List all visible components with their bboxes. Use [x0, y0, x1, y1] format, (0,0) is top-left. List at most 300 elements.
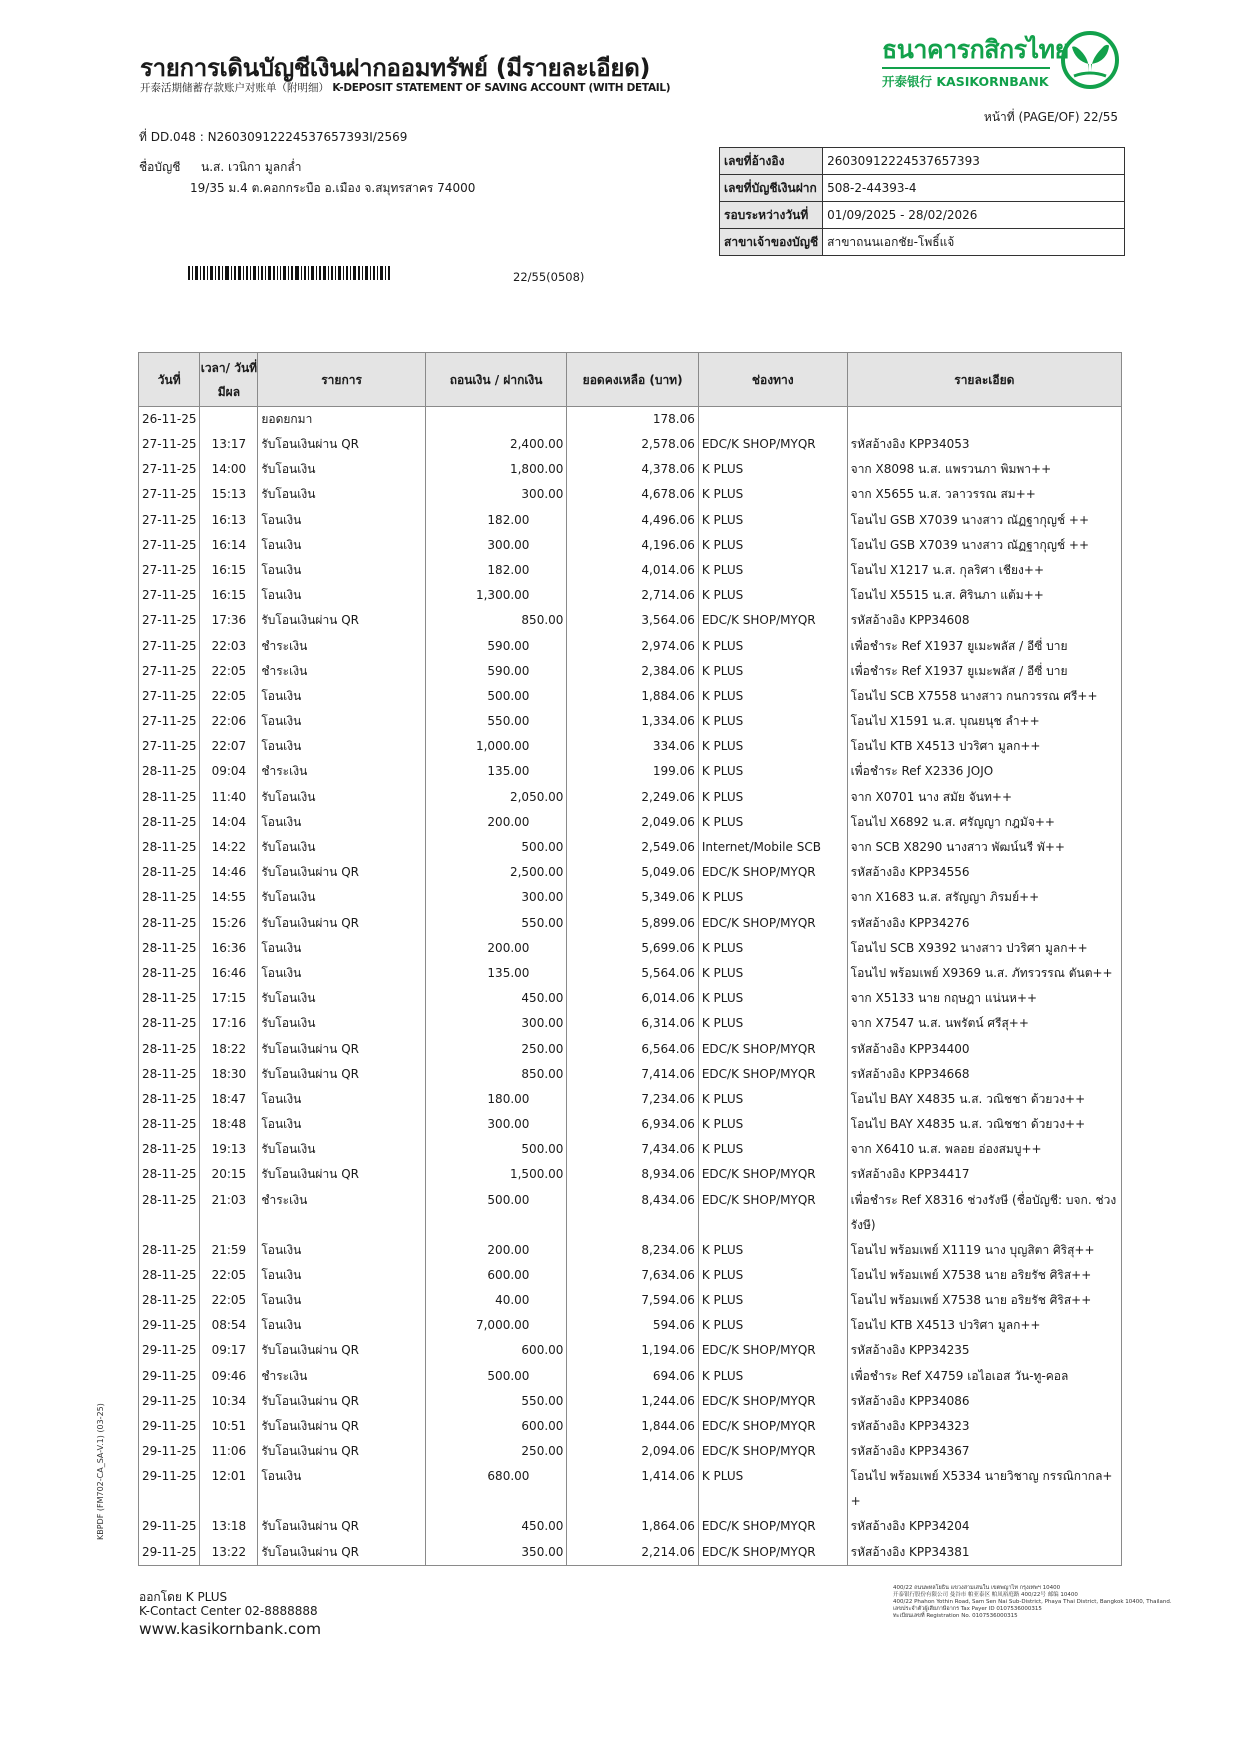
- deposit-amount: 2,500.00: [509, 865, 564, 880]
- cell-balance: 594.06: [567, 1313, 698, 1338]
- cell-channel: K PLUS: [698, 1313, 847, 1338]
- kasikornbank-logo: [882, 30, 1122, 100]
- table-row: [139, 1137, 1122, 1162]
- cell-channel: K PLUS: [698, 1087, 847, 1112]
- cell-date: 29-11-25: [139, 1414, 200, 1439]
- info-value: สาขาถนนเอกชัย-โพธิ์แจ้: [823, 229, 1125, 256]
- deposit-amount: 2,050.00: [509, 789, 564, 804]
- cell-balance: 5,349.06: [567, 885, 698, 910]
- cell-description: โอนเงิน: [258, 583, 425, 608]
- header-date: วันที่: [139, 353, 200, 407]
- cell-balance: 2,214.06: [567, 1540, 698, 1566]
- cell-time: 13:18: [200, 1514, 258, 1539]
- cell-balance: 4,196.06: [567, 533, 698, 558]
- cell-amount: [425, 608, 567, 633]
- cell-time: 22:05: [200, 659, 258, 684]
- deposit-amount: 1,500.00: [509, 1167, 564, 1182]
- cell-time: 17:15: [200, 986, 258, 1011]
- cell-description: โอนเงิน: [258, 961, 425, 986]
- table-row: [139, 1162, 1122, 1187]
- cell-channel: K PLUS: [698, 533, 847, 558]
- cell-amount: [425, 558, 567, 583]
- cell-balance: 2,549.06: [567, 835, 698, 860]
- cell-channel: K PLUS: [698, 1364, 847, 1389]
- cell-balance: 3,564.06: [567, 608, 698, 633]
- cell-time: 16:13: [200, 508, 258, 533]
- cell-amount: [425, 1364, 567, 1389]
- cell-amount: [425, 1439, 567, 1464]
- cell-channel: EDC/K SHOP/MYQR: [698, 1188, 847, 1238]
- cell-balance: 7,434.06: [567, 1137, 698, 1162]
- cell-channel: K PLUS: [698, 785, 847, 810]
- cell-date: 29-11-25: [139, 1313, 200, 1338]
- cell-time: 18:48: [200, 1112, 258, 1137]
- cell-time: 08:54: [200, 1313, 258, 1338]
- cell-detail: จาก X5133 นาย กฤษฎา แน่นห++: [847, 986, 1121, 1011]
- table-row: [139, 1364, 1122, 1389]
- cell-balance: 4,678.06: [567, 482, 698, 507]
- cell-channel: EDC/K SHOP/MYQR: [698, 1338, 847, 1363]
- cell-date: 28-11-25: [139, 1011, 200, 1036]
- cell-balance: 1,414.06: [567, 1464, 698, 1514]
- cell-balance: 1,334.06: [567, 709, 698, 734]
- cell-detail: โอนไป X6892 น.ส. ศรัญญา กฎมัจ++: [847, 810, 1121, 835]
- deposit-amount: 300.00: [521, 890, 564, 905]
- subtitle-english: K-DEPOSIT STATEMENT OF SAVING ACCOUNT (WITH DETAIL): [332, 82, 671, 94]
- page-number: หน้าที่ (PAGE/OF) 22/55: [983, 110, 1118, 124]
- table-row: [139, 1439, 1122, 1464]
- cell-channel: EDC/K SHOP/MYQR: [698, 911, 847, 936]
- cell-time: 17:16: [200, 1011, 258, 1036]
- cell-detail: รหัสอ้างอิง KPP34323: [847, 1414, 1121, 1439]
- cell-channel: K PLUS: [698, 482, 847, 507]
- cell-detail: โอนไป KTB X4513 ปวริศา มูลก++: [847, 734, 1121, 759]
- cell-amount: [425, 961, 567, 986]
- cell-balance: 8,934.06: [567, 1162, 698, 1187]
- cell-time: 21:59: [200, 1238, 258, 1263]
- info-value: 01/09/2025 - 28/02/2026: [823, 202, 1125, 229]
- cell-balance: 5,564.06: [567, 961, 698, 986]
- table-row: [139, 1389, 1122, 1414]
- table-row: [139, 1288, 1122, 1313]
- cell-balance: 4,378.06: [567, 457, 698, 482]
- cell-time: 22:07: [200, 734, 258, 759]
- statement-subtitle: [140, 80, 670, 95]
- cell-description: ชำระเงิน: [258, 1188, 425, 1238]
- info-value: 508-2-44393-4: [823, 175, 1125, 202]
- cell-balance: 1,844.06: [567, 1414, 698, 1439]
- cell-description: รับโอนเงิน: [258, 457, 425, 482]
- cell-channel: K PLUS: [698, 709, 847, 734]
- withdrawal-amount: 500.00: [487, 1368, 530, 1383]
- table-row: [139, 1414, 1122, 1439]
- cell-time: 22:05: [200, 1288, 258, 1313]
- account-name-line: [139, 158, 301, 177]
- table-row: [139, 1087, 1122, 1112]
- cell-balance: 2,384.06: [567, 659, 698, 684]
- cell-time: 22:05: [200, 684, 258, 709]
- cell-channel: EDC/K SHOP/MYQR: [698, 1540, 847, 1566]
- table-row: [139, 885, 1122, 910]
- cell-date: 27-11-25: [139, 482, 200, 507]
- cell-detail: จาก X0701 นาง สมัย จันท++: [847, 785, 1121, 810]
- cell-time: 15:13: [200, 482, 258, 507]
- withdrawal-amount: 135.00: [487, 764, 530, 779]
- cell-balance: 1,864.06: [567, 1514, 698, 1539]
- cell-amount: [425, 482, 567, 507]
- cell-time: 16:36: [200, 936, 258, 961]
- website-link[interactable]: www.kasikornbank.com: [139, 1620, 322, 1638]
- info-row-reference: [720, 148, 1125, 175]
- cell-description: รับโอนเงินผ่าน QR: [258, 1514, 425, 1539]
- kbank-leaf-icon: [1060, 30, 1120, 90]
- cell-amount: [425, 1062, 567, 1087]
- cell-date: 28-11-25: [139, 785, 200, 810]
- cell-amount: [425, 1263, 567, 1288]
- cell-balance: 2,714.06: [567, 583, 698, 608]
- cell-date: 28-11-25: [139, 1037, 200, 1062]
- cell-date: 28-11-25: [139, 936, 200, 961]
- cell-date: 27-11-25: [139, 608, 200, 633]
- deposit-amount: 500.00: [521, 1142, 564, 1157]
- issued-by: ออกโดย K PLUS: [139, 1590, 228, 1604]
- cell-channel: K PLUS: [698, 961, 847, 986]
- cell-balance: 7,594.06: [567, 1288, 698, 1313]
- withdrawal-amount: 180.00: [487, 1091, 530, 1106]
- cell-channel: K PLUS: [698, 1288, 847, 1313]
- withdrawal-amount: 550.00: [487, 714, 530, 729]
- withdrawal-amount: 200.00: [487, 1242, 530, 1257]
- cell-amount: [425, 1238, 567, 1263]
- cell-description: ชำระเงิน: [258, 1364, 425, 1389]
- table-row: [139, 1112, 1122, 1137]
- cell-amount: [425, 810, 567, 835]
- barcode-text: 22/55(0508): [513, 270, 585, 284]
- cell-detail: จาก X5655 น.ส. วลาวรรณ สม++: [847, 482, 1121, 507]
- header-amount: ถอนเงิน / ฝากเงิน: [425, 353, 567, 407]
- cell-amount: [425, 885, 567, 910]
- cell-description: ชำระเงิน: [258, 659, 425, 684]
- withdrawal-amount: 300.00: [487, 1117, 530, 1132]
- cell-date: 28-11-25: [139, 860, 200, 885]
- cell-time: 09:46: [200, 1364, 258, 1389]
- cell-channel: K PLUS: [698, 457, 847, 482]
- cell-description: โอนเงิน: [258, 1087, 425, 1112]
- cell-description: รับโอนเงินผ่าน QR: [258, 911, 425, 936]
- cell-time: 16:15: [200, 583, 258, 608]
- cell-description: ยอดยกมา: [258, 407, 425, 433]
- cell-detail: รหัสอ้างอิง KPP34417: [847, 1162, 1121, 1187]
- info-key: สาขาเจ้าของบัญชี: [720, 229, 823, 256]
- cell-description: โอนเงิน: [258, 558, 425, 583]
- cell-amount: [425, 432, 567, 457]
- cell-description: รับโอนเงินผ่าน QR: [258, 608, 425, 633]
- table-row: [139, 860, 1122, 885]
- deposit-amount: 450.00: [521, 1519, 564, 1534]
- cell-amount: [425, 759, 567, 784]
- withdrawal-amount: 1,000.00: [475, 739, 530, 754]
- cell-balance: 2,094.06: [567, 1439, 698, 1464]
- cell-description: รับโอนเงิน: [258, 986, 425, 1011]
- cell-date: 29-11-25: [139, 1540, 200, 1566]
- cell-time: 09:04: [200, 759, 258, 784]
- deposit-amount: 600.00: [521, 1343, 564, 1358]
- cell-channel: EDC/K SHOP/MYQR: [698, 1414, 847, 1439]
- table-row: [139, 734, 1122, 759]
- cell-detail: โอนไป BAY X4835 น.ส. วณิชชา ด้วยวง++: [847, 1112, 1121, 1137]
- cell-description: โอนเงิน: [258, 1464, 425, 1514]
- cell-date: 28-11-25: [139, 1137, 200, 1162]
- cell-channel: [698, 407, 847, 433]
- cell-balance: 6,314.06: [567, 1011, 698, 1036]
- cell-time: 11:40: [200, 785, 258, 810]
- cell-date: 27-11-25: [139, 583, 200, 608]
- cell-amount: [425, 1514, 567, 1539]
- cell-description: รับโอนเงินผ่าน QR: [258, 1439, 425, 1464]
- cell-date: 28-11-25: [139, 835, 200, 860]
- cell-detail: จาก X1683 น.ส. สรัญญา ภิรมย์++: [847, 885, 1121, 910]
- withdrawal-amount: 500.00: [487, 688, 530, 703]
- cell-amount: [425, 1338, 567, 1363]
- deposit-amount: 350.00: [521, 1544, 564, 1559]
- cell-detail: โอนไป SCB X9392 นางสาว ปวริศา มูลก++: [847, 936, 1121, 961]
- cell-description: โอนเงิน: [258, 1238, 425, 1263]
- cell-detail: รหัสอ้างอิง KPP34367: [847, 1439, 1121, 1464]
- contact-center: K-Contact Center 02-8888888: [139, 1604, 318, 1618]
- cell-time: 14:04: [200, 810, 258, 835]
- cell-channel: EDC/K SHOP/MYQR: [698, 608, 847, 633]
- cell-balance: 6,564.06: [567, 1037, 698, 1062]
- cell-channel: EDC/K SHOP/MYQR: [698, 1062, 847, 1087]
- withdrawal-amount: 600.00: [487, 1267, 530, 1282]
- header-detail: รายละเอียด: [847, 353, 1121, 407]
- cell-amount: [425, 1011, 567, 1036]
- cell-detail: รหัสอ้างอิง KPP34204: [847, 1514, 1121, 1539]
- cell-time: 11:06: [200, 1439, 258, 1464]
- cell-date: 29-11-25: [139, 1338, 200, 1363]
- cell-description: ชำระเงิน: [258, 634, 425, 659]
- header-balance: ยอดคงเหลือ (บาท): [567, 353, 698, 407]
- cell-time: 14:00: [200, 457, 258, 482]
- table-row: [139, 1464, 1122, 1514]
- cell-date: 27-11-25: [139, 432, 200, 457]
- cell-balance: 334.06: [567, 734, 698, 759]
- cell-channel: K PLUS: [698, 583, 847, 608]
- cell-balance: 4,496.06: [567, 508, 698, 533]
- cell-time: 16:15: [200, 558, 258, 583]
- cell-description: รับโอนเงินผ่าน QR: [258, 1162, 425, 1187]
- cell-channel: EDC/K SHOP/MYQR: [698, 1037, 847, 1062]
- cell-detail: โอนไป KTB X4513 ปวริศา มูลก++: [847, 1313, 1121, 1338]
- cell-description: โอนเงิน: [258, 810, 425, 835]
- deposit-amount: 500.00: [521, 840, 564, 854]
- cell-channel: EDC/K SHOP/MYQR: [698, 860, 847, 885]
- cell-channel: K PLUS: [698, 684, 847, 709]
- cell-date: 28-11-25: [139, 1162, 200, 1187]
- cell-date: 28-11-25: [139, 911, 200, 936]
- table-row: [139, 1011, 1122, 1036]
- cell-channel: K PLUS: [698, 1263, 847, 1288]
- table-row: [139, 659, 1122, 684]
- cell-date: 28-11-25: [139, 759, 200, 784]
- deposit-amount: 250.00: [521, 1444, 564, 1459]
- cell-description: โอนเงิน: [258, 684, 425, 709]
- cell-description: รับโอนเงิน: [258, 835, 425, 860]
- withdrawal-amount: 500.00: [487, 1192, 530, 1207]
- cell-channel: Internet/Mobile SCB: [698, 835, 847, 860]
- cell-time: 10:51: [200, 1414, 258, 1439]
- cell-detail: [847, 407, 1121, 433]
- cell-amount: [425, 936, 567, 961]
- table-row: [139, 407, 1122, 433]
- deposit-amount: 850.00: [521, 1066, 564, 1081]
- cell-date: 27-11-25: [139, 709, 200, 734]
- table-row: [139, 482, 1122, 507]
- cell-detail: รหัสอ้างอิง KPP34086: [847, 1389, 1121, 1414]
- deposit-amount: 550.00: [521, 915, 564, 930]
- cell-amount: [425, 1137, 567, 1162]
- withdrawal-amount: 1,300.00: [475, 588, 530, 603]
- table-row: [139, 684, 1122, 709]
- account-info-table: [719, 147, 1125, 256]
- cell-description: รับโอนเงินผ่าน QR: [258, 1338, 425, 1363]
- cell-channel: K PLUS: [698, 885, 847, 910]
- cell-detail: โอนไป พร้อมเพย์ X7538 นาย อริยรัช ศิริส++: [847, 1263, 1121, 1288]
- cell-amount: [425, 709, 567, 734]
- withdrawal-amount: 590.00: [487, 638, 530, 653]
- cell-amount: [425, 1464, 567, 1514]
- account-name-label: ชื่อบัญชี: [139, 160, 181, 174]
- deposit-amount: 600.00: [521, 1418, 564, 1433]
- cell-balance: 1,884.06: [567, 684, 698, 709]
- info-value: 26030912224537657393: [823, 148, 1125, 175]
- cell-detail: รหัสอ้างอิง KPP34053: [847, 432, 1121, 457]
- cell-amount: [425, 785, 567, 810]
- cell-description: ชำระเงิน: [258, 759, 425, 784]
- cell-detail: รหัสอ้างอิง KPP34400: [847, 1037, 1121, 1062]
- cell-description: รับโอนเงินผ่าน QR: [258, 1037, 425, 1062]
- table-row: [139, 936, 1122, 961]
- cell-channel: K PLUS: [698, 659, 847, 684]
- cell-time: 14:46: [200, 860, 258, 885]
- table-row: [139, 432, 1122, 457]
- cell-date: 29-11-25: [139, 1389, 200, 1414]
- cell-detail: โอนไป SCB X7558 นางสาว กนกวรรณ ศรี++: [847, 684, 1121, 709]
- cell-amount: [425, 508, 567, 533]
- cell-channel: EDC/K SHOP/MYQR: [698, 432, 847, 457]
- cell-balance: 2,578.06: [567, 432, 698, 457]
- table-row: [139, 1037, 1122, 1062]
- cell-detail: โอนไป พร้อมเพย์ X1119 นาง บุญสิตา ศิริสุ++: [847, 1238, 1121, 1263]
- address-line: 400/22 ถนนพหลโยธิน แขวงสามเสนใน เขตพญาไท กรุงเทพฯ 10400: [893, 1585, 1061, 1591]
- table-row: [139, 961, 1122, 986]
- cell-description: โอนเงิน: [258, 709, 425, 734]
- cell-date: 28-11-25: [139, 986, 200, 1011]
- cell-detail: รหัสอ้างอิง KPP34235: [847, 1338, 1121, 1363]
- table-row: [139, 785, 1122, 810]
- table-row: [139, 1263, 1122, 1288]
- info-key: เลขที่บัญชีเงินฝาก: [720, 175, 823, 202]
- cell-detail: เพื่อชำระ Ref X4759 เอไอเอส วัน-ทู-คอล: [847, 1364, 1121, 1389]
- cell-amount: [425, 734, 567, 759]
- table-row: [139, 508, 1122, 533]
- cell-time: 16:46: [200, 961, 258, 986]
- cell-time: 22:03: [200, 634, 258, 659]
- cell-detail: โอนไป GSB X7039 นางสาว ณัฏฐากุญช์ ++: [847, 533, 1121, 558]
- bank-address: [893, 1585, 1172, 1620]
- cell-time: 22:05: [200, 1263, 258, 1288]
- withdrawal-amount: 680.00: [487, 1469, 530, 1484]
- cell-detail: โอนไป พร้อมเพย์ X5334 นายวิชาญ กรรณิกากล+ +: [847, 1464, 1121, 1514]
- cell-amount: [425, 911, 567, 936]
- deposit-amount: 1,800.00: [509, 462, 564, 477]
- cell-amount: [425, 684, 567, 709]
- address-line: 400/22 Phahon Yothin Road, Sam Sen Nai Sub-District, Phaya Thai District, Bangkok 10400, Thailand.: [893, 1599, 1172, 1605]
- cell-channel: K PLUS: [698, 1137, 847, 1162]
- cell-amount: [425, 659, 567, 684]
- table-row: [139, 1514, 1122, 1539]
- cell-date: 27-11-25: [139, 457, 200, 482]
- cell-description: โอนเงิน: [258, 1313, 425, 1338]
- account-address: 19/35 ม.4 ต.คอกกระบือ อ.เมือง จ.สมุทรสาคร 74000: [190, 181, 476, 195]
- subtitle-chinese: 开泰活期储蓄存款账户对账单（附明细）: [140, 82, 329, 94]
- cell-amount: [425, 457, 567, 482]
- logo-thai-text: ธนาคารกสิกรไทย: [882, 35, 1069, 64]
- cell-date: 28-11-25: [139, 810, 200, 835]
- cell-description: โอนเงิน: [258, 734, 425, 759]
- transaction-rows: [139, 407, 1122, 1566]
- cell-balance: 199.06: [567, 759, 698, 784]
- cell-amount: [425, 1112, 567, 1137]
- table-row: [139, 558, 1122, 583]
- cell-description: รับโอนเงินผ่าน QR: [258, 1062, 425, 1087]
- cell-channel: K PLUS: [698, 936, 847, 961]
- cell-balance: 694.06: [567, 1364, 698, 1389]
- cell-balance: 8,234.06: [567, 1238, 698, 1263]
- header-channel: ช่องทาง: [698, 353, 847, 407]
- cell-detail: โอนไป BAY X4835 น.ส. วณิชชา ด้วยวง++: [847, 1087, 1121, 1112]
- cell-description: โอนเงิน: [258, 533, 425, 558]
- cell-date: 27-11-25: [139, 508, 200, 533]
- info-key: รอบระหว่างวันที่: [720, 202, 823, 229]
- cell-balance: 1,244.06: [567, 1389, 698, 1414]
- table-row: [139, 1188, 1122, 1238]
- cell-time: 15:26: [200, 911, 258, 936]
- cell-balance: 7,234.06: [567, 1087, 698, 1112]
- table-row: [139, 533, 1122, 558]
- table-row: [139, 457, 1122, 482]
- cell-time: 18:30: [200, 1062, 258, 1087]
- cell-description: รับโอนเงินผ่าน QR: [258, 1540, 425, 1566]
- cell-balance: 7,634.06: [567, 1263, 698, 1288]
- cell-time: 22:06: [200, 709, 258, 734]
- cell-detail: จาก X8098 น.ส. แพรวนภา พิมพา++: [847, 457, 1121, 482]
- cell-date: 27-11-25: [139, 533, 200, 558]
- table-row: [139, 810, 1122, 835]
- table-row: [139, 1062, 1122, 1087]
- table-row: [139, 911, 1122, 936]
- cell-balance: 5,049.06: [567, 860, 698, 885]
- cell-time: 18:47: [200, 1087, 258, 1112]
- cell-time: 19:13: [200, 1137, 258, 1162]
- deposit-amount: 850.00: [521, 613, 564, 628]
- cell-date: 28-11-25: [139, 961, 200, 986]
- cell-detail: โอนไป X1591 น.ส. บุณยนุช ลำ++: [847, 709, 1121, 734]
- cell-time: 17:36: [200, 608, 258, 633]
- cell-date: 26-11-25: [139, 407, 200, 433]
- withdrawal-amount: 182.00: [487, 562, 530, 577]
- cell-date: 28-11-25: [139, 1087, 200, 1112]
